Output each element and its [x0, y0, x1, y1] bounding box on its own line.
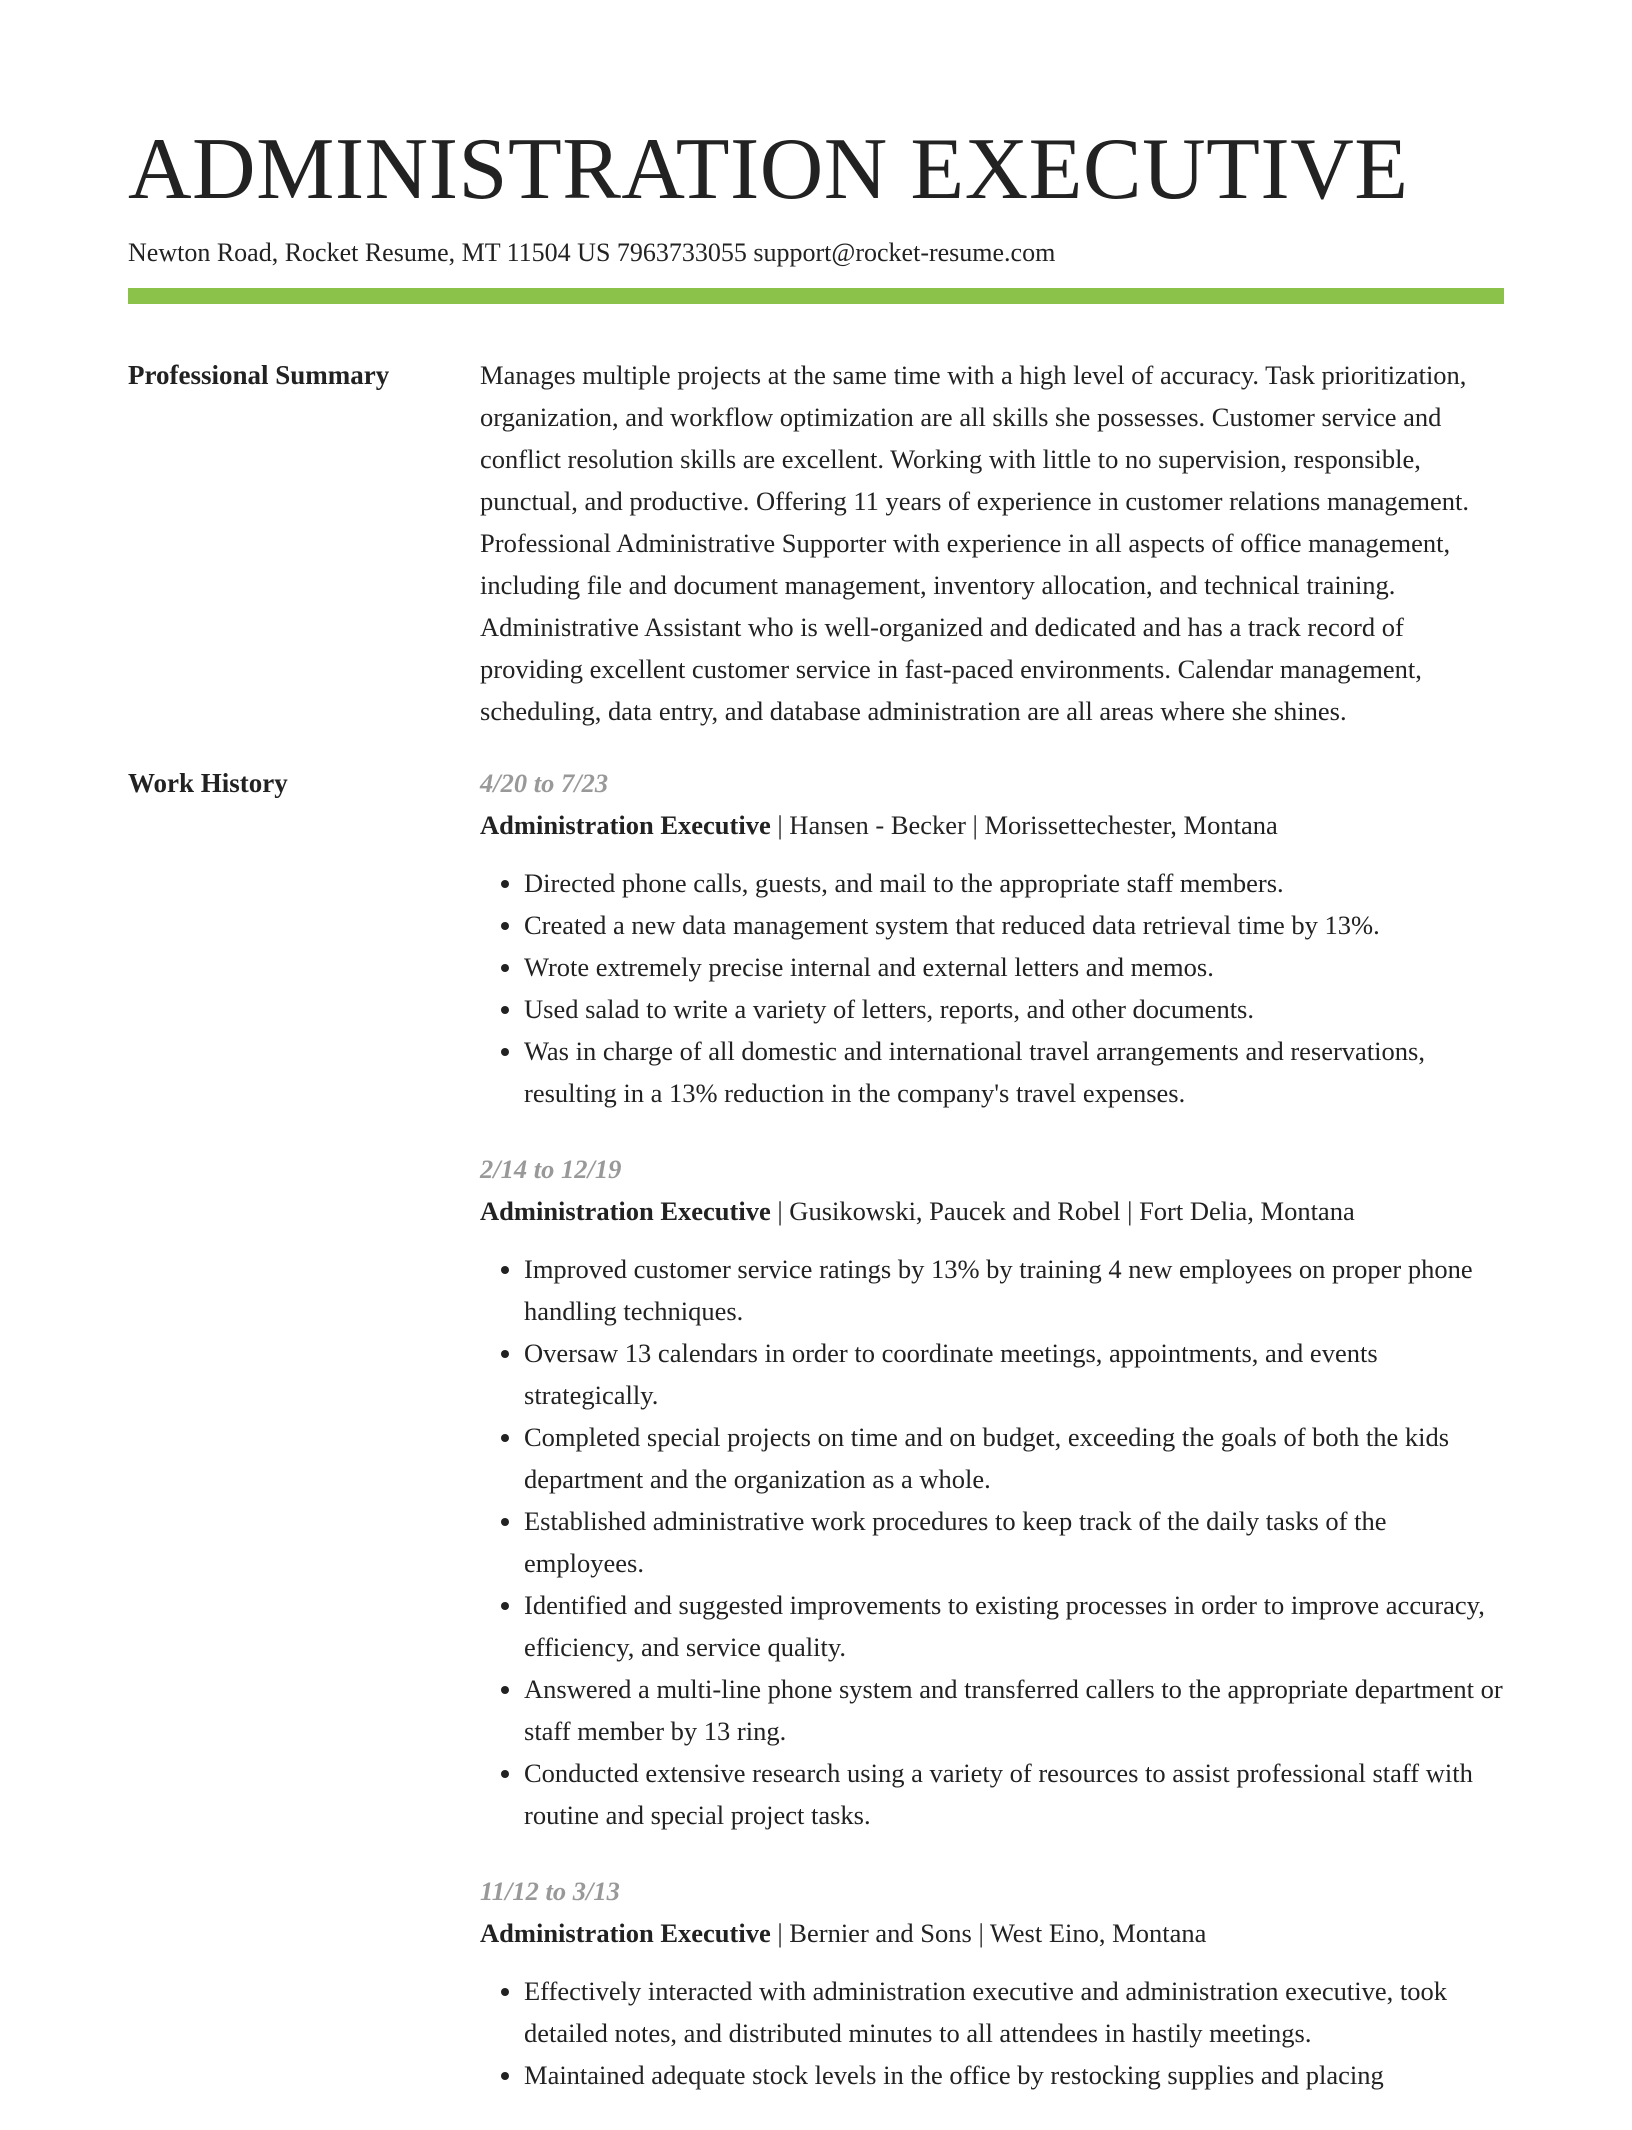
job-bullet: • Directed phone calls, guests, and mail to the appropriate staff members.	[524, 862, 1504, 904]
job-details: | Bernier and Sons | West Eino, Montana	[770, 1918, 1207, 1948]
job-bullet: • Answered a multi-line phone system and transferred callers to the appropriate department or staff member by 13 ring.	[524, 1668, 1504, 1752]
job-bullet: • Conducted extensive research using a variety of resources to assist professional staff with routine and special project tasks.	[524, 1752, 1504, 1836]
job-heading	[480, 1912, 1504, 1954]
work-history-section	[128, 762, 1504, 2130]
job-bullet: • Established administrative work procedures to keep track of the daily tasks of the employees.	[524, 1500, 1504, 1584]
summary-text: Manages multiple projects at the same time with a high level of accuracy. Task prioritization, organization, and workflow optimization are all skills she possesses. Customer service and conflict resolution skills are excellent. Working with little to no supervision, responsible, punctual, and productive. Offering 11 years of experience in customer relations management. Professional Administrative Supporter with experience in all aspects of office management, including file and document management, inventory allocation, and technical training. Administrative Assistant who is well-organized and dedicated and has a track record of providing excellent customer service in fast-paced environments. Calendar management, scheduling, data entry, and database administration are all areas where she shines.	[480, 360, 1469, 726]
resume-page	[128, 0, 1504, 2130]
accent-rule	[128, 288, 1504, 304]
job-bullets	[480, 862, 1504, 1114]
job-bullet: • Was in charge of all domestic and international travel arrangements and reservations, resulting in a 13% reduction in the company's travel expenses.	[524, 1030, 1504, 1114]
section-title-work-history: Work History	[128, 768, 288, 798]
job-bullets	[480, 1970, 1504, 2096]
work-history-body	[480, 762, 1504, 2130]
job-title: Administration Executive	[480, 1918, 771, 1948]
job-bullet: • Oversaw 13 calendars in order to coordinate meetings, appointments, and events strategically.	[524, 1332, 1504, 1416]
job-heading	[480, 804, 1504, 846]
job-bullets	[480, 1248, 1504, 1836]
job-bullet: • Improved customer service ratings by 13% by training 4 new employees on proper phone handling techniques.	[524, 1248, 1504, 1332]
job-bullet: • Effectively interacted with administration executive and administration executive, took detailed notes, and distributed minutes to all attendees in hastily meetings.	[524, 1970, 1504, 2054]
job-details: | Gusikowski, Paucek and Robel | Fort Delia, Montana	[770, 1196, 1355, 1226]
job-details: | Hansen - Becker | Morissettechester, Montana	[770, 810, 1278, 840]
job-entry	[480, 1148, 1504, 1836]
job-bullet: • Identified and suggested improvements to existing processes in order to improve accuracy, efficiency, and service quality.	[524, 1584, 1504, 1668]
job-bullet: • Maintained adequate stock levels in the office by restocking supplies and placing	[524, 2054, 1504, 2096]
resume-name: ADMINISTRATION EXECUTIVE	[128, 121, 1409, 218]
job-dates: 11/12 to 3/13	[480, 1876, 620, 1906]
job-bullet: • Wrote extremely precise internal and external letters and memos.	[524, 946, 1504, 988]
section-title-summary: Professional Summary	[128, 360, 390, 390]
job-entry	[480, 762, 1504, 1114]
job-heading	[480, 1190, 1504, 1232]
summary-body	[480, 354, 1504, 732]
job-bullet: • Created a new data management system that reduced data retrieval time by 13%.	[524, 904, 1504, 946]
contact-line: Newton Road, Rocket Resume, MT 11504 US 7963733055 support@rocket-resume.com	[128, 238, 1056, 267]
job-title: Administration Executive	[480, 1196, 771, 1226]
job-dates: 2/14 to 12/19	[480, 1154, 622, 1184]
job-entry	[480, 1870, 1504, 2096]
job-bullet: • Used salad to write a variety of letters, reports, and other documents.	[524, 988, 1504, 1030]
job-title: Administration Executive	[480, 810, 771, 840]
job-bullet: • Completed special projects on time and on budget, exceeding the goals of both the kids department and the organization as a whole.	[524, 1416, 1504, 1500]
job-dates: 4/20 to 7/23	[480, 768, 609, 798]
summary-section	[128, 354, 1504, 732]
